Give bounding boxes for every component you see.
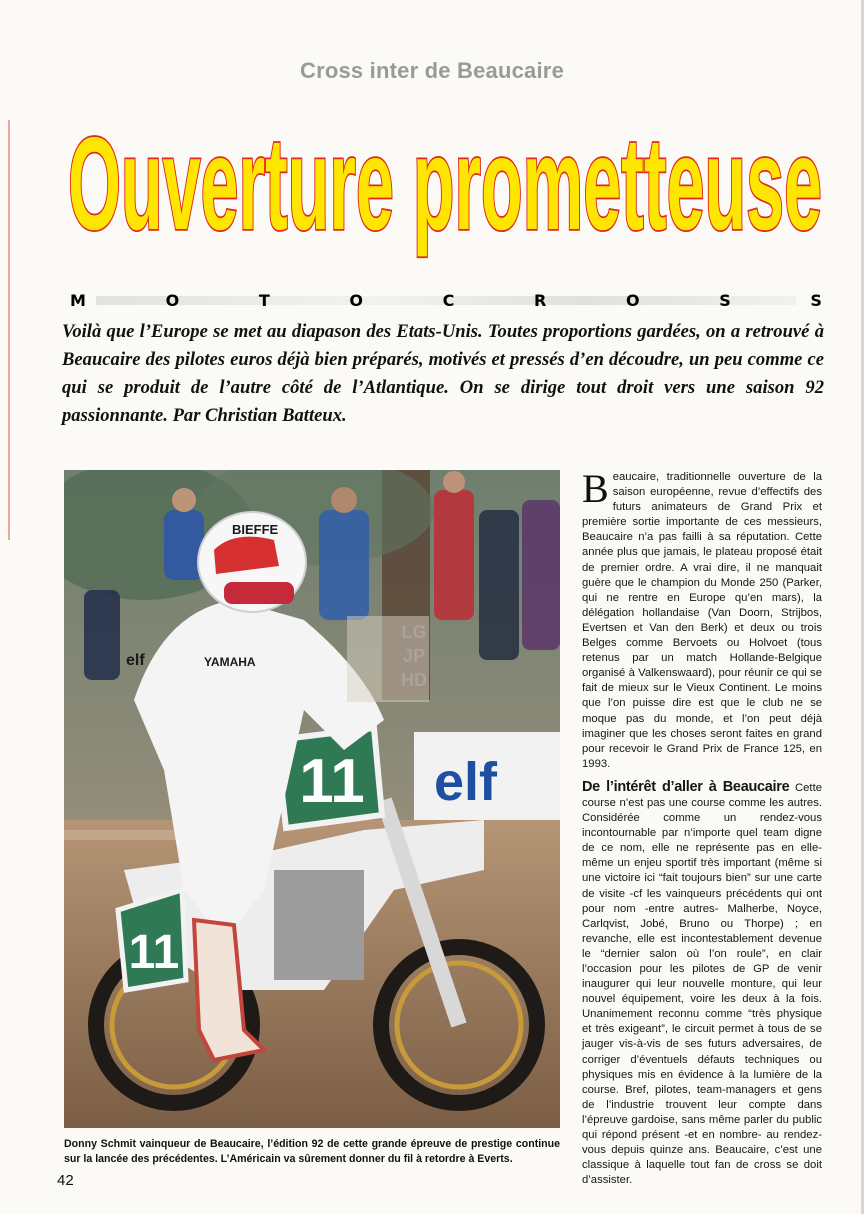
- headline-block: [60, 92, 830, 272]
- article-photo: [64, 470, 560, 1128]
- svg-text:HD: HD: [401, 670, 427, 690]
- rubric-letter: R: [534, 290, 547, 310]
- svg-text:JP: JP: [402, 646, 426, 666]
- headline-svg: [60, 92, 830, 272]
- body-paragraph-2: [582, 780, 822, 1189]
- side-plate-number: 11: [128, 926, 180, 979]
- jersey-sponsor: elf: [126, 652, 145, 669]
- rubric-motocross: [70, 290, 822, 310]
- drop-cap: B: [582, 466, 609, 511]
- body-paragraph-1: [582, 466, 822, 772]
- front-plate-number: 11: [299, 747, 365, 816]
- watermark-logo: [347, 616, 429, 702]
- page-number: 42: [57, 1172, 74, 1189]
- body-text-2: Cette course n’est pas une course comme les autres. Considérée comme un rendez-vous incontournable par n’importe quel team digne de ce nom, elle ne représente pas en elle-même un enjeu sportif très important (même si une victoire ici “fait toujours bien” sur une carte de visite -cf les vainqueurs précédents qui ont pour nom -entre autres- Malherbe, Noyce, Carlqvist, Jobé, Bruno ou Thorpe) ; en revanche, elle est incontestablement devenue le “dernier salon où l’on roule”, en clair l’occasion pour les pilotes de GP de venir inaugurer qui leur nouvelle monture, qui leur nouvel équipement, voire les deux à la fois. Unanimement reconnu comme “très physique et très exigeant”, le circuit permet à tous de se jauger vis-à-vis de ses futurs adversaires, de corriger d’éventuels défauts techniques ou physiques mis en évidence à la lumière de la course. Bref, pilotes, team-managers et gens de l’industrie trouvent leur compte dans l’épreuve gardoise, sans même parler du public qui répond présent -et en nombre- au rendez-vous depuis quinze ans. Beaucaire, c’est une classique à laquelle tout fan de cross se doit d’assister.: [582, 781, 822, 1187]
- article-body: [582, 466, 822, 1188]
- jersey-brand: YAMAHA: [204, 655, 256, 669]
- helmet-brand: BIEFFE: [232, 522, 279, 537]
- body-text-1: eaucaire, traditionnelle ouverture de la saison européenne, revue d’effectifs des futurs animateurs de Grand Prix et première sortie importante de ces messieurs, Beaucaire n’a pas failli à sa réputation. Cette année plus que jamais, le plateau proposé était de premier ordre. A vrai dire, il ne manquait guère que le champion du Monde 250 (Parker, qui ne rentre en Europe qu’en mars), la délégation hollandaise (Van Doorn, Strijbos, Evertsen et Van den Berk) et deux ou trois Belges comme Bervoets ou Holvoet (tous retenus par un match Hollande-Belgique organisé à Valkenswaard), pour réunir ce qui se fait de mieux sur le Vieux Continent. Le moins que l’on puisse dire est que le club ne se moque pas du monde, et l’on peut déjà imaginer que les choses seront faites en grand pour recevoir le Grand Prix de France 125, en 1993.: [582, 471, 822, 770]
- section-heading: De l’intérêt d’aller à Beaucaire: [582, 778, 790, 795]
- rubric-letter: S: [810, 290, 822, 310]
- rubric-letter: O: [625, 290, 640, 310]
- rubric-letter: M: [70, 290, 86, 310]
- page-edge-mark: [8, 120, 10, 540]
- headline-text: Ouverture prometteuse: [68, 110, 822, 257]
- rubric-letter: O: [349, 290, 363, 310]
- article-kicker: Cross inter de Beaucaire: [299, 58, 565, 83]
- article-lead: Voilà que l’Europe se met au diapason des Etats-Unis. Toutes proportions gardées, on a retrouvé à Beaucaire des pilotes euros déjà bien préparés, motivés et pressés d’en découdre, un peu comme ce qui se produit de l’autre côté de l’Atlantique. On se dirige tout droit vers une saison 92 passionnante. Par Christian Batteux.: [62, 321, 824, 426]
- rubric-letter: O: [165, 290, 180, 310]
- rubric-letter: S: [719, 290, 731, 310]
- banner-text: elf: [434, 752, 498, 812]
- motocross-photo-illustration: [64, 470, 560, 1128]
- rubric-letter: T: [258, 290, 270, 310]
- svg-text:LG: LG: [401, 622, 427, 642]
- rubric-letter: C: [442, 290, 455, 310]
- photo-caption: Donny Schmit vainqueur de Beaucaire, l’édition 92 de cette grande épreuve de prestige continue sur la lancée des précédentes. L’Américain va sûrement donner du fil à retordre à Everts.: [64, 1138, 560, 1165]
